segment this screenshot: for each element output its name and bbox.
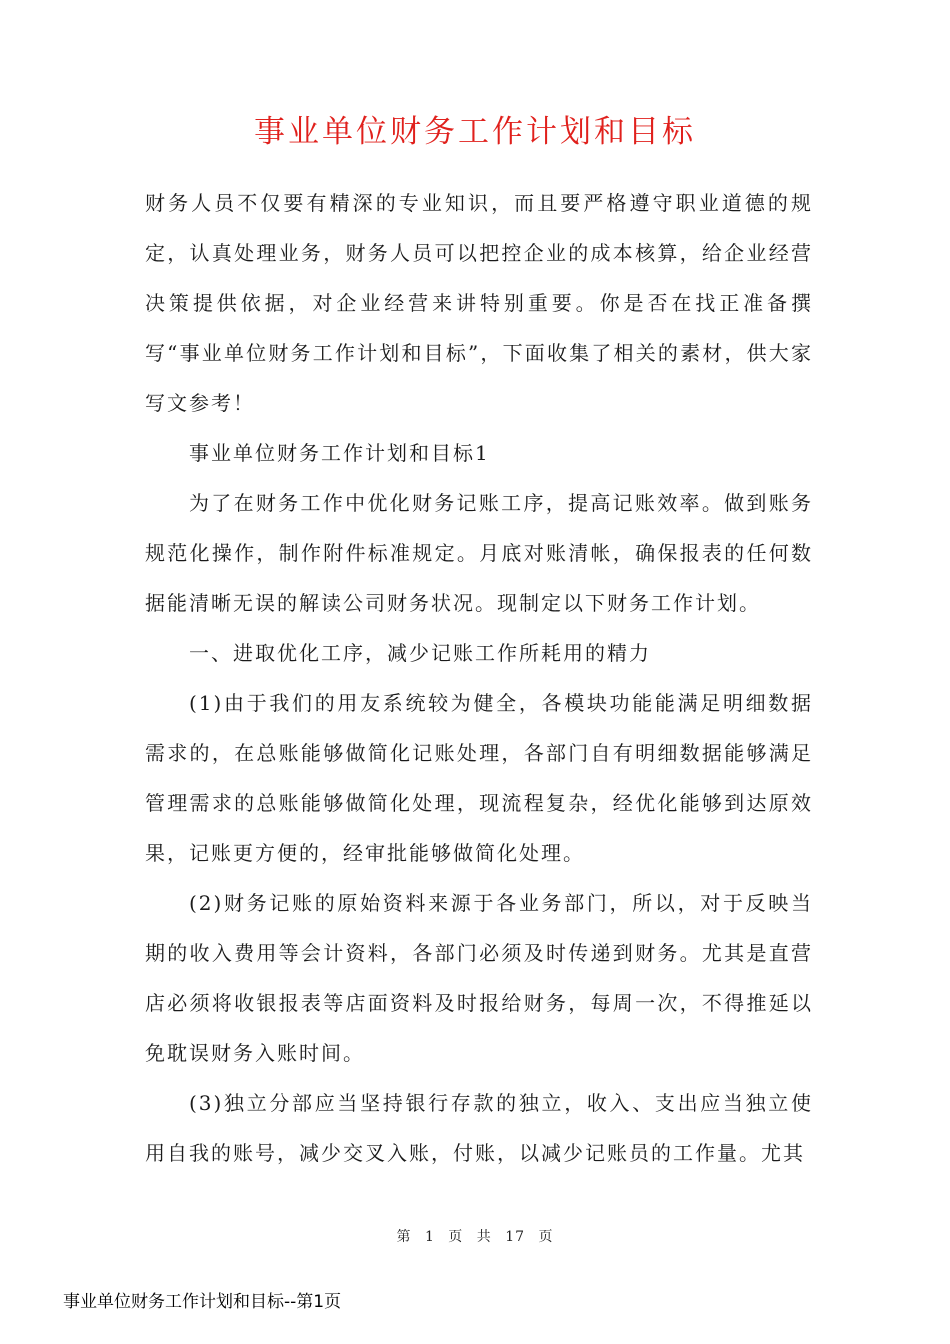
paragraph-5: (3)独立分部应当坚持银行存款的独立，收入、支出应当独立使用自我的账号，减少交叉入账，付账，以减少记账员的工作量。尤其	[145, 1091, 813, 1165]
paragraph-4: (2)财务记账的原始资料来源于各业务部门，所以，对于反映当期的收入费用等会计资料，各部门必须及时传递到财务。尤其是直营店必须将收银报表等店面资料及时报给财务，每周一次，不得推延以免耽误财务入账时间。	[145, 891, 813, 1065]
page-number: 第 1 页 共 17 页	[396, 1229, 554, 1245]
section-heading-1: 事业单位财务工作计划和目标1	[189, 441, 490, 465]
page-footer: 事业单位财务工作计划和目标--第1页	[63, 1292, 342, 1312]
paragraph-2: 为了在财务工作中优化财务记账工序，提高记账效率。做到账务规范化操作，制作附件标准规定。月底对账清帐，确保报表的任何数据能清晰无误的解读公司财务状况。现制定以下财务工作计划。	[145, 491, 813, 615]
document-body	[145, 178, 813, 1178]
document-title: 事业单位财务工作计划和目标	[254, 114, 696, 150]
paragraph-3: (1)由于我们的用友系统较为健全，各模块功能能满足明细数据需求的，在总账能够做简化记账处理，各部门自有明细数据能够满足管理需求的总账能够做简化处理，现流程复杂，经优化能够到达原效果，记账更方便的，经审批能够做简化处理。	[145, 691, 813, 865]
section-heading-2: 一、进取优化工序，减少记账工作所耗用的精力	[189, 641, 651, 665]
paragraph-1: 财务人员不仅要有精深的专业知识，而且要严格遵守职业道德的规定，认真处理业务，财务人员可以把控企业的成本核算，给企业经营决策提供依据，对企业经营来讲特别重要。你是否在找正准备撰写“事业单位财务工作计划和目标”，下面收集了相关的素材，供大家写文参考！	[145, 191, 813, 415]
